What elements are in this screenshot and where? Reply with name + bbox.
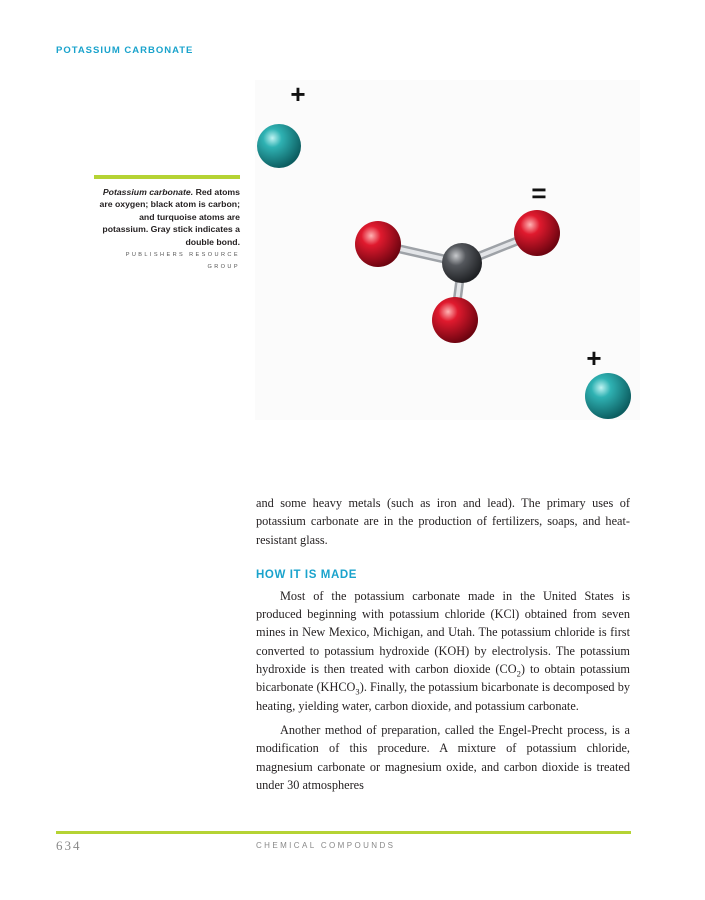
paragraph-1-part-a: Most of the potassium carbonate made in the United States is produced beginning with potassium chloride (KCl) obtained from seven mines in New Mexico, Michigan, and Utah. The potassium chloride is first converted to potassium hydroxide (KOH) by electrolysis. The potassium hydroxide is then treated with carbon dioxide (CO: [256, 588, 630, 677]
co2-subscript: 2: [516, 668, 521, 679]
body-text: [256, 494, 630, 800]
oxygen-atom-bottom: [432, 297, 478, 343]
photo-credit: PUBLISHERS RESOURCE GROUP: [125, 252, 240, 271]
section-heading: HOW IT IS MADE: [256, 568, 358, 581]
khco3-subscript: 3: [355, 686, 360, 697]
plus-sign-top: +: [290, 80, 306, 109]
continuation-paragraph: and some heavy metals (such as iron and lead). The primary uses of potassium carbonate are in the production of fertilizers, soaps, and heat-resistant glass.: [256, 496, 630, 547]
footer-rule: [56, 831, 631, 834]
paragraph-2: Another method of preparation, called the Engel-Precht process, is a modification of this procedure. A mixture of potassium chloride, magnesium carbonate or magnesium oxide, and carbon dioxide is treated under 30 atmospheres: [256, 722, 630, 792]
paragraph-1-part-c: ). Finally, the potassium bicarbonate is decomposed by heating, yielding water, carbon dioxide, and potassium carbonate.: [256, 680, 630, 713]
carbon-atom: [442, 243, 482, 283]
footer-book-title: CHEMICAL COMPOUNDS: [256, 841, 396, 850]
potassium-atom-bottom: [585, 373, 631, 419]
running-head: POTASSIUM CARBONATE: [56, 45, 194, 56]
paragraph-1-part-b: ) to obtain potassium bicarbonate (KHCO: [256, 662, 630, 695]
oxygen-atom-left: [355, 221, 401, 267]
double-bond-sign: =: [531, 178, 547, 208]
caption-text: Red atoms are oxygen; black atom is carbon; and turquoise atoms are potassium. Gray stick indicates a double bond.: [99, 187, 240, 247]
caption-title: Potassium carbonate.: [102, 187, 194, 197]
molecule-figure: [255, 80, 640, 420]
potassium-atom-top: [257, 124, 301, 168]
paragraph-1: [256, 587, 630, 715]
plus-sign-bottom: +: [586, 343, 602, 373]
page-number: 634: [56, 838, 82, 853]
oxygen-atom-right: [514, 210, 560, 256]
figure-caption: [94, 175, 240, 274]
potassium-carbonate-model: [255, 80, 640, 420]
